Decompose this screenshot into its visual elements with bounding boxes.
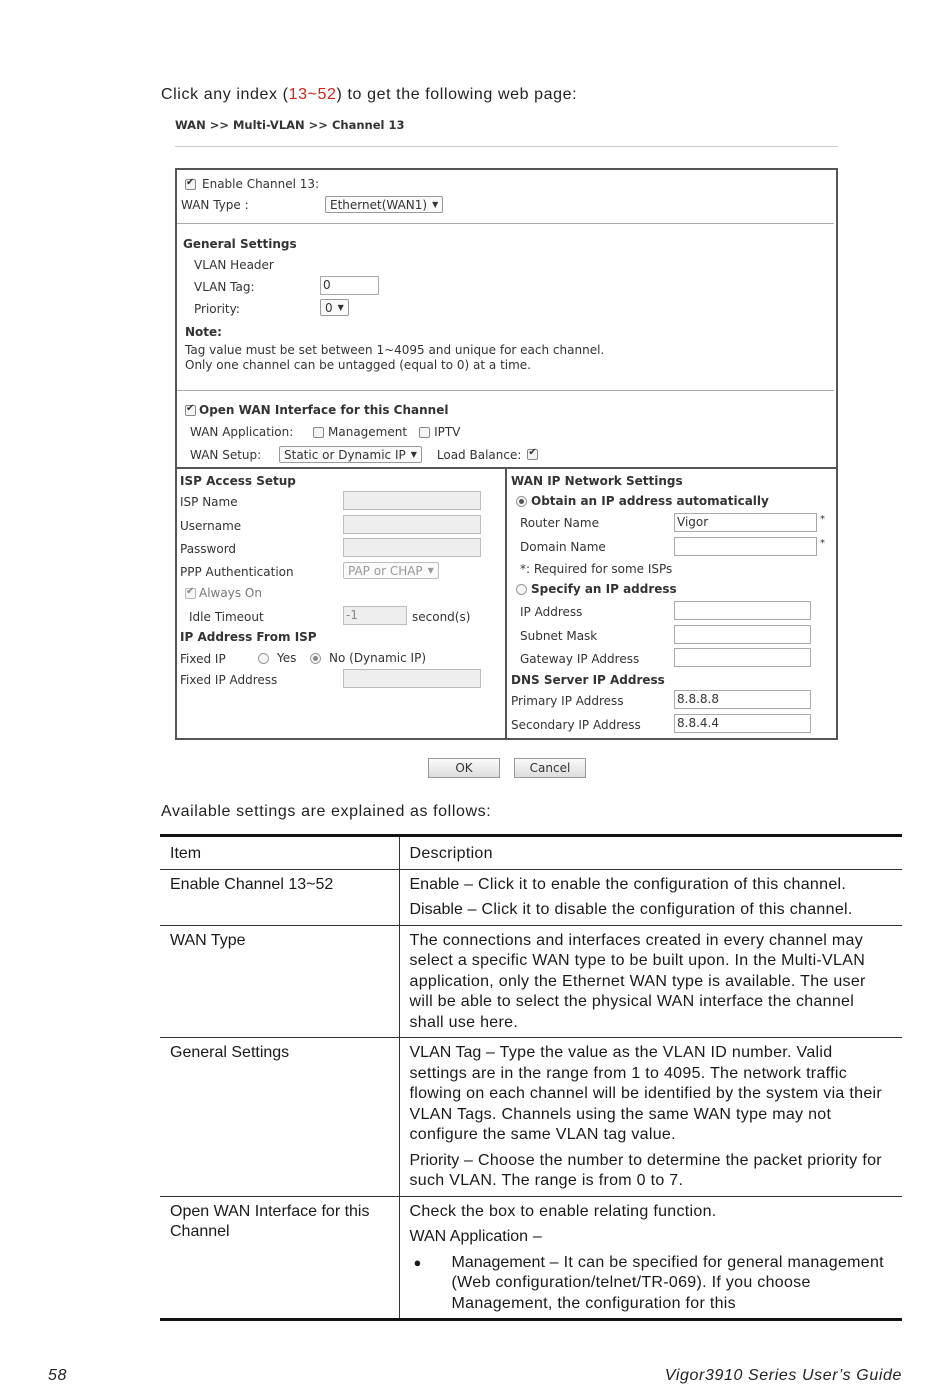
gateway-input[interactable] [674, 648, 811, 667]
config-frame [175, 168, 838, 740]
domain-name-input[interactable] [674, 537, 817, 556]
page-number: 58 [48, 1367, 67, 1384]
idle-timeout-unit: second(s) [412, 610, 471, 624]
gateway-label: Gateway IP Address [520, 652, 640, 666]
intro-text: Click any index (13~52) to get the following web page: [161, 86, 578, 103]
primary-dns-label: Primary IP Address [511, 694, 624, 708]
isp-access-heading: ISP Access Setup [180, 474, 296, 488]
management-label: Management [328, 425, 408, 439]
table-row [160, 1038, 902, 1197]
ip-address-input[interactable] [674, 601, 811, 620]
wan-setup-row [190, 446, 544, 463]
router-name-label: Router Name [520, 516, 599, 530]
settings-table [160, 834, 902, 1321]
column-divider [505, 467, 507, 738]
obtain-ip-row [516, 494, 769, 508]
column-header-item: Item [160, 836, 399, 870]
dropdown-arrow-icon: ▼ [432, 200, 439, 209]
row-item: WAN Type [160, 925, 399, 1038]
specify-ip-label: Specify an IP address [531, 582, 677, 596]
title-divider [175, 146, 838, 147]
divider [177, 223, 834, 224]
iptv-checkbox[interactable] [419, 427, 430, 438]
divider [177, 390, 834, 391]
fixed-ip-address-label: Fixed IP Address [180, 673, 278, 687]
router-name-input[interactable]: Vigor [674, 513, 817, 532]
cancel-button[interactable]: Cancel [514, 758, 586, 778]
row-description: VLAN Tag – Type the value as the VLAN ID number. Valid settings are in the range from 1 to 4095. The network traffic flowing on each channel will be identified by the system via their VLAN Tags. Channels using the same WAN type may not configure the same VLAN tag value. Priority – Choose the number to determine the packet priority for such VLAN. The range is from 0 to 7. [399, 1038, 902, 1197]
wan-type-label: WAN Type : [181, 197, 249, 212]
wan-setup-select[interactable]: Static or Dynamic IP ▼ [279, 446, 422, 463]
enable-channel-label: Enable Channel 13: [202, 177, 320, 191]
always-on-label: Always On [199, 586, 262, 600]
ppp-auth-label: PPP Authentication [180, 565, 294, 579]
open-wan-label: Open WAN Interface for this Channel [199, 403, 449, 417]
vlan-header-label: VLAN Header [194, 258, 274, 272]
row-item: Open WAN Interface for this Channel [160, 1196, 399, 1320]
enable-channel-checkbox[interactable] [185, 179, 196, 190]
username-label: Username [180, 519, 242, 533]
idle-timeout-label: Idle Timeout [189, 610, 264, 624]
specify-ip-radio[interactable] [516, 584, 527, 595]
dropdown-arrow-icon: ▼ [410, 450, 417, 459]
wan-setup-label: WAN Setup: [190, 447, 262, 462]
ip-address-label: IP Address [520, 605, 583, 619]
secondary-dns-input[interactable]: 8.8.4.4 [674, 714, 811, 733]
enable-channel-row [185, 177, 319, 191]
isp-name-input[interactable] [343, 491, 481, 510]
note-line-2: Only one channel can be untagged (equal to 0) at a time. [185, 358, 531, 372]
row-description: Check the box to enable relating function. WAN Application – ● Management – It can be specified for general management (Web configuration/telnet/TR-069). If you choose Management, the configuration for this [399, 1196, 902, 1320]
priority-label: Priority: [194, 302, 240, 316]
required-note: *: Required for some ISPs [520, 562, 673, 576]
wan-type-select[interactable]: Ethernet(WAN1) ▼ [325, 196, 443, 213]
wan-application-label: WAN Application: [190, 425, 294, 439]
management-checkbox[interactable] [313, 427, 324, 438]
primary-dns-input[interactable]: 8.8.8.8 [674, 690, 811, 709]
dns-heading: DNS Server IP Address [511, 673, 665, 687]
priority-select[interactable]: 0 ▼ [320, 299, 349, 316]
open-wan-row [185, 403, 448, 417]
table-row [160, 869, 902, 925]
fixed-ip-address-input[interactable] [343, 669, 481, 688]
table-row [160, 925, 902, 1038]
specify-ip-row [516, 582, 677, 596]
iptv-label: IPTV [434, 425, 461, 439]
secondary-dns-label: Secondary IP Address [511, 718, 641, 732]
domain-name-label: Domain Name [520, 540, 606, 554]
index-range: 13~52 [288, 86, 337, 103]
username-input[interactable] [343, 515, 481, 534]
idle-timeout-input[interactable]: -1 [343, 606, 407, 625]
ppp-auth-select[interactable]: PAP or CHAP ▼ [343, 562, 439, 579]
available-settings-text: Available settings are explained as follows: [161, 803, 492, 820]
fixed-ip-yes-label: Yes [277, 651, 297, 665]
general-settings-heading: General Settings [183, 237, 297, 251]
load-balance-label: Load Balance: [436, 447, 522, 462]
row-item: General Settings [160, 1038, 399, 1197]
fixed-ip-no [310, 651, 426, 665]
fixed-ip-yes [258, 651, 296, 665]
vlan-tag-input[interactable]: 0 [320, 276, 379, 295]
dropdown-arrow-icon: ▼ [427, 566, 434, 575]
fixed-ip-no-radio[interactable] [310, 653, 321, 664]
row-description: The connections and interfaces created in every channel may select a specific WAN type to be built upon. In the Multi-VLAN application, only the Ethernet WAN type is available. The user will be able to select the physical WAN interface the channel shall use here. [399, 925, 902, 1038]
column-header-description: Description [399, 836, 902, 870]
note-title: Note: [185, 325, 222, 339]
channel-config-panel [175, 118, 840, 775]
obtain-ip-label: Obtain an IP address automatically [531, 494, 769, 508]
subnet-mask-label: Subnet Mask [520, 629, 598, 643]
always-on-checkbox[interactable] [185, 588, 196, 599]
subnet-mask-input[interactable] [674, 625, 811, 644]
password-label: Password [180, 542, 237, 556]
required-asterisk: * [820, 514, 825, 525]
table-row [160, 1196, 902, 1320]
guide-title: Vigor3910 Series User’s Guide [664, 1367, 902, 1384]
password-input[interactable] [343, 538, 481, 557]
open-wan-checkbox[interactable] [185, 405, 196, 416]
note-line-1: Tag value must be set between 1~4095 and unique for each channel. [185, 343, 605, 357]
required-asterisk: * [820, 538, 825, 549]
wan-ip-heading: WAN IP Network Settings [511, 474, 683, 488]
table-header-row [160, 836, 902, 870]
isp-name-label: ISP Name [180, 495, 238, 509]
vlan-tag-label: VLAN Tag: [194, 280, 255, 294]
obtain-ip-radio[interactable] [516, 496, 527, 507]
row-description: Enable – Click it to enable the configuration of this channel. Disable – Click it to disable the configuration of this channel. [399, 869, 902, 925]
wan-application-row [190, 425, 460, 439]
load-balance-checkbox[interactable] [527, 449, 538, 460]
fixed-ip-yes-radio[interactable] [258, 653, 269, 664]
page-title: WAN >> Multi-VLAN >> Channel 13 [175, 118, 405, 132]
wan-type-row [181, 196, 443, 213]
ip-from-isp-heading: IP Address From ISP [180, 630, 317, 644]
ok-button[interactable]: OK [428, 758, 500, 778]
fixed-ip-no-label: No (Dynamic IP) [329, 651, 427, 665]
dropdown-arrow-icon: ▼ [337, 303, 344, 312]
fixed-ip-label: Fixed IP [180, 652, 226, 666]
row-item: Enable Channel 13~52 [160, 869, 399, 925]
bullet-icon: ● [413, 1254, 422, 1270]
always-on-row [185, 586, 262, 600]
